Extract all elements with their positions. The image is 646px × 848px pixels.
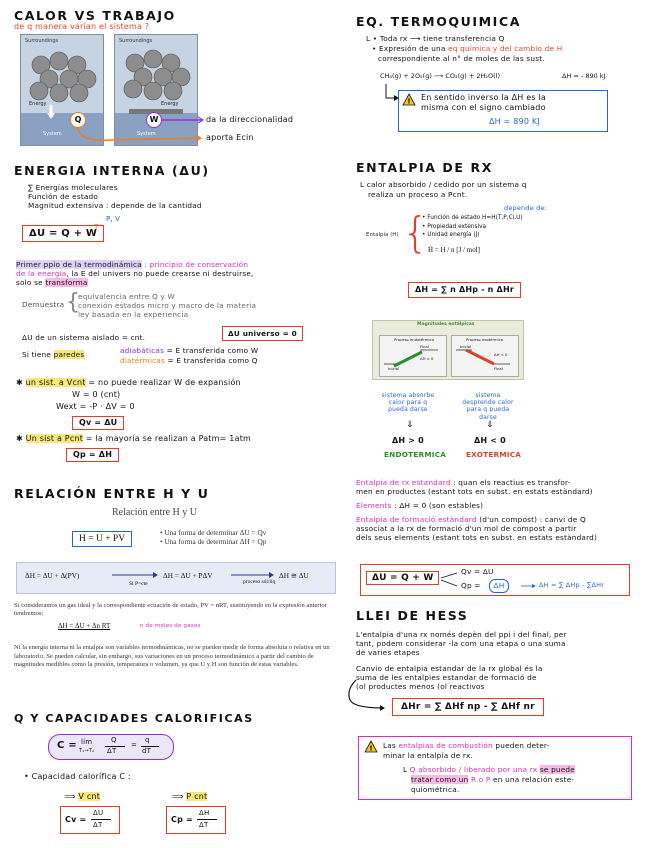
exo-down-arrow: ⇓ — [486, 420, 494, 430]
entalpia-eq-box: ΔH = ∑ n ΔHp - n ΔHr — [408, 282, 521, 298]
relacion-eq-box: H = U + PV — [72, 531, 132, 547]
svg-text:!: ! — [407, 97, 411, 106]
pcnt-box: Qp = ΔH — [66, 448, 119, 462]
entalpia-title: ENTALPIA DE RX — [356, 160, 493, 175]
calor-title: CALOR VS TRABAJO — [14, 8, 176, 23]
termo-l2: • Expresión de una eq química y del cambio de H — [372, 44, 563, 53]
q-marker: Q — [70, 112, 86, 128]
relacion-p2: Ni la energía interna ni la entalpía son variables termodinámicas, no se pueden medir de forma absoluta o relativa en un laboratorio. Se pueden calcular, sin embargo, sus variaciones en un proceso termodinámico a partir del cambio de magnitudes medibles como la presión, temperatura o volumen, ya que U y H son función de estas variables. — [14, 644, 330, 669]
energia-bullets: ∑ Energías moleculares Función de estado Magnitud extensiva : depende de la cantidad — [28, 183, 202, 210]
estandard-block: Entalpia de rx estandard : quan els reactius es transfor- men en productes (estant tots en subst. en estats estàndard) Elements : ΔH = 0 (son estables) Entalpia de formació estàndard (d'un compost) : canvi de Q associat a la rx de formació d'un mol de compost a partir dels seus elements (estant tots en subst. en estats estàndard) — [356, 478, 598, 542]
diaterm-row: diatérmicas = E transferida como Q — [120, 356, 258, 365]
vcnt-box: Qv = ΔU — [72, 416, 124, 430]
hess-warning-box: ! Las entalpias de combustión pueden deter- minar la entalpía de rx. L Q absorbido / liberado por una rx se puede tratar como un R o P en una relación este- quiométrica. — [358, 736, 632, 800]
entalpia-molar: H̄ = H / n [J / mol] — [428, 246, 480, 254]
termo-reaction: CH₄(g) + 2O₂(g) ⟶ CO₂(g) + 2H₂O(l) — [380, 72, 500, 80]
calor-note2: aporta Ecin — [206, 133, 254, 142]
c-formula-box: C = lim T₁→T₂ Q ΔT = q dT — [48, 734, 174, 760]
hess-text1: L'entalpia d'una rx només depèn del ppi i del final, per tant, podem considerar -la com una etapa o una suma de varies etapes — [356, 630, 567, 657]
paredes-row: Si tiene paredes — [22, 350, 85, 359]
vcnt-line: ✱ un sist. a Vcnt = no puede realizar W de expansión — [16, 378, 241, 387]
energia-eq-box: ΔU = Q + W — [22, 225, 104, 242]
aislado-text: ΔU de un sistema aislado = cnt. — [22, 333, 146, 342]
exo-panel: Proceso exotérmico Inicial Final ΔH < 0 — [451, 335, 519, 377]
endo-panel: Proceso endotérmico Final Inicial ΔH > 0 — [379, 335, 447, 377]
relacion-chain: ΔH = ΔU + Δ(PV) Si P=cte ΔH = ΔU + PΔV proceso sól/líq ΔH ≅ ΔU — [16, 562, 336, 594]
relacion-p1-eq: ΔH = ΔU + Δn RT — [58, 622, 111, 630]
entalpia-items: • Función de estado H=H(T,P,Ci,U) • Propiedad extensiva • Unidad energía (J) — [422, 215, 523, 238]
aislado-box: ΔU universo = 0 — [222, 326, 303, 341]
entalpia-l1: L calor absorbido / cedido por un sistema q — [360, 180, 527, 189]
eq-note-pv: P, V — [106, 214, 121, 223]
entalpia-brace: { — [402, 208, 429, 257]
relacion-p1-note: n de moles de gases — [140, 623, 201, 629]
principle-text: Primer ppio de la termodinámica : principio de conservación de la energía, la E del univers no puede crearse ni destruirse, solo se transforma — [16, 260, 254, 287]
pcnt-label: ⟹ P cnt — [172, 792, 208, 801]
relacion-bullets: • Una forma de determinar ΔU = Qv • Una forma de determinar ΔH = Qp — [160, 528, 267, 546]
entalpia-depende: depende de: — [504, 204, 548, 212]
hess-title: LLEI DE HESS — [356, 608, 469, 623]
relacion-inner-title: Relación entre H y U — [112, 507, 197, 518]
calor-subtitle: de q manera varían el sistema ? — [14, 22, 150, 31]
termo-l1: L • Toda rx ⟶ tiene transferencia Q — [366, 34, 505, 43]
relacion-p1: Si consideramos un gas ideal y la correspondiente ecuación de estado, PV = nRT, sustituyendo en la expresión anterior tendremos: — [14, 602, 327, 618]
entalpia-l2: realiza un proceso a Pcnt. — [368, 190, 468, 199]
cv-box: Cv = ΔU ΔT — [60, 806, 120, 834]
svg-text:!: ! — [369, 744, 373, 753]
hess-eq-box: ΔHr = ∑ ΔHf np - ∑ ΔHf nr — [392, 698, 544, 716]
termo-inverse-box: ! En sentido inverso la ΔH es la misma con el signo cambiado ΔH = 890 KJ — [398, 90, 608, 132]
figure-work: Surroundings Energy System — [114, 34, 198, 146]
vcnt-label: ⟹ V cnt — [64, 792, 101, 801]
w-marker: W — [146, 112, 162, 128]
pcnt-line: ✱ Un sist a Pcnt = la mayoría se realizan a Patm= 1atm — [16, 434, 252, 443]
warning-icon-2 — [365, 741, 377, 752]
figure-heat: Surroundings Energy System — [20, 34, 104, 146]
relacion-title: RELACIÓN ENTRE H Y U — [14, 486, 210, 501]
vcnt-w: W = 0 (cnt) — [72, 390, 121, 399]
brace: { — [66, 290, 80, 315]
enthalpy-diagram: Magnitudes entálpicas Proceso endotérmico Final Inicial ΔH > 0 Proceso exotérmico Inicial Final ΔH < 0 — [372, 320, 524, 380]
exo-word: EXOTERMICA — [466, 450, 522, 459]
calor-note1: da la direccionalidad — [206, 115, 294, 124]
capacidades-title: Q Y CAPACIDADES CALORIFICAS — [14, 712, 254, 725]
exo-note: sistema desprende calor para q pueda darse — [462, 392, 514, 421]
energia-title: ENERGIA INTERNA (ΔU) — [14, 163, 210, 178]
endo-note: sistema absorbe calor para q pueda darse — [381, 392, 435, 414]
endo-word: ENDOTERMICA — [384, 450, 447, 459]
vcnt-wext: Wext = -P · ΔV = 0 — [56, 402, 135, 411]
exo-result: ΔH < 0 — [474, 436, 506, 445]
hess-text2: Canvio de entalpia estandar de la rx global és la suma de les entalpies estandar de formació de (ol productes menos (ol reactivos — [356, 664, 543, 691]
termoquimica-title: EQ. TERMOQUIMICA — [356, 14, 521, 29]
eq-note-t: T — [94, 222, 99, 231]
demuestra-label: Demuestra — [22, 300, 65, 309]
cp-box: Cp = ΔH ΔT — [166, 806, 226, 834]
estandard-summary-box: ΔU = Q + W Qv = ΔU Qp = ΔH ΔH = ∑ ΔHp - ∑ΔHr — [360, 564, 630, 596]
termo-dh: ΔH = - 890 kJ — [562, 72, 606, 80]
endo-down-arrow: ⇓ — [406, 420, 414, 430]
entalpia-label: Entalpía (H) — [366, 232, 399, 238]
cap-label: • Capacidad calorífica C : — [24, 772, 131, 781]
adiab-row: adiabáticas = E transferida como W — [120, 346, 259, 355]
termo-l3: correspondiente al n° de moles de las sust. — [378, 54, 545, 63]
endo-result: ΔH > 0 — [392, 436, 424, 445]
demuestra-list: equivalencia entre Q y W conexión estados micro y macro de la materia ley basada en la experiencia — [78, 292, 257, 319]
